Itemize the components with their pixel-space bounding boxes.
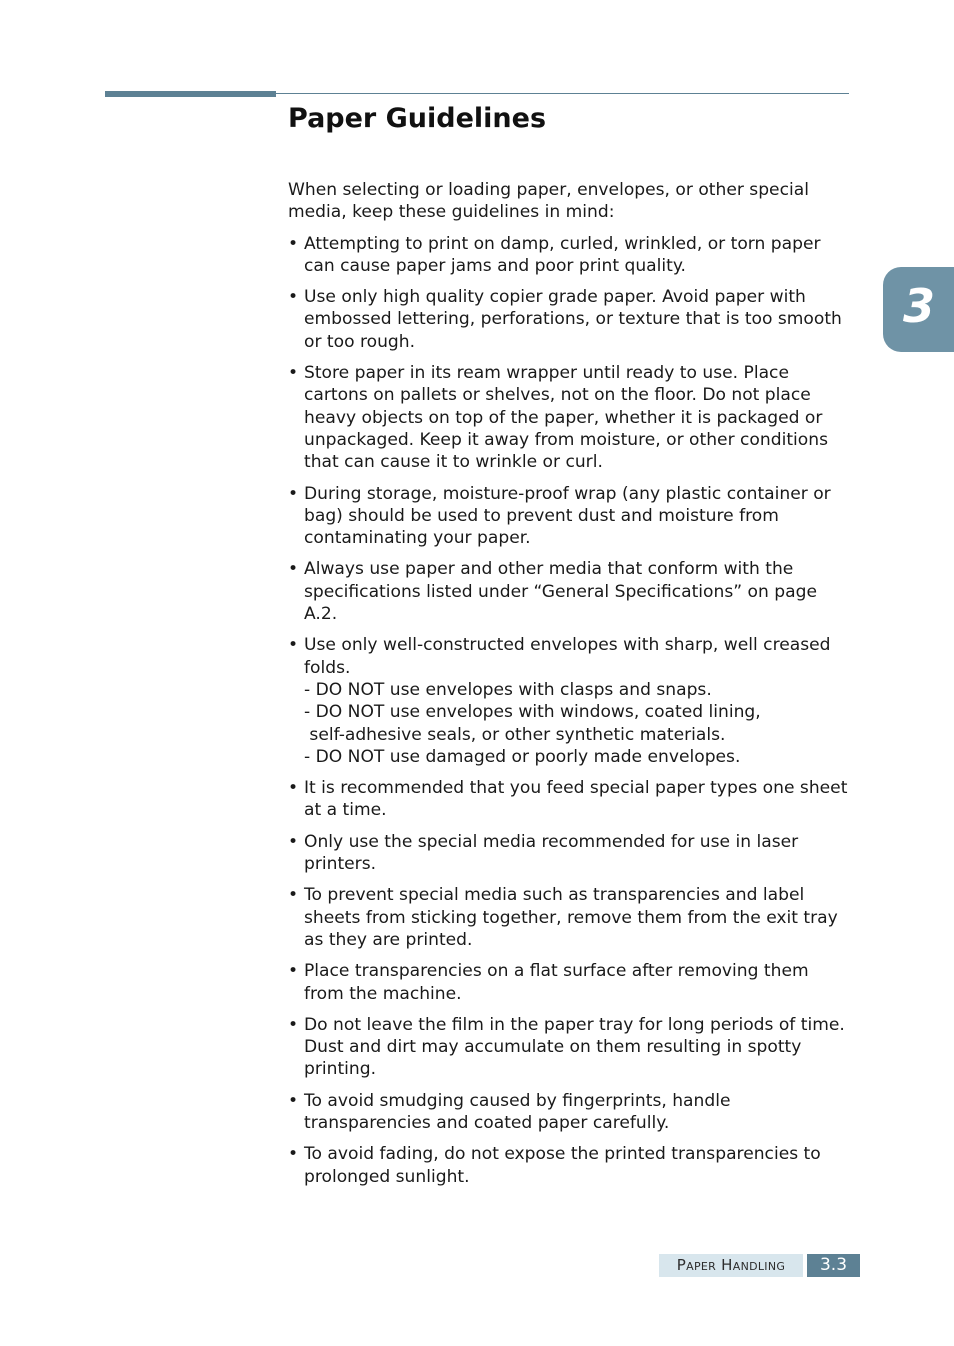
guideline-text: Store paper in its ream wrapper until ready to use. Place cartons on pallets or shelves, not on the floor. Do not place heavy objects on top of the paper, whether it is packaged or unpackaged. Keep it away from moisture, or other conditions that can cause it to wrinkle or curl. [304,363,828,473]
guideline-item [288,362,850,473]
page-title: Paper Guidelines [288,103,547,134]
guideline-text: Use only well-constructed envelopes with sharp, well creased folds. [304,635,831,678]
guideline-item [288,233,850,278]
guideline-text: Always use paper and other media that conform with the specifications listed under “General Specifications” on page A.2. [304,559,817,625]
guideline-subitem: - DO NOT use damaged or poorly made envelopes. [304,746,741,767]
guideline-text: Place transparencies on a flat surface after removing them from the machine. [304,961,809,1004]
guideline-item [288,960,850,1005]
guideline-item [288,1014,850,1081]
header-rule-thick [105,91,276,97]
guideline-item [288,483,850,550]
page-content [288,179,850,1197]
guideline-text: To avoid smudging caused by fingerprints, handle transparencies and coated paper carefully. [304,1090,731,1133]
intro-paragraph: When selecting or loading paper, envelopes, or other special media, keep these guidelines in mind: [288,180,809,223]
footer-page-number: 3.3 [807,1254,860,1277]
guideline-item [288,1090,850,1135]
guideline-item [288,777,850,822]
guideline-text: It is recommended that you feed special paper types one sheet at a time. [304,778,848,821]
chapter-tab [883,267,954,352]
guideline-text: To avoid fading, do not expose the printed transparencies to prolonged sunlight. [304,1144,821,1187]
guideline-item [288,558,850,625]
guideline-text: Attempting to print on damp, curled, wrinkled, or torn paper can cause paper jams and poor print quality. [304,233,821,276]
guideline-subitem: - DO NOT use envelopes with clasps and snaps. [304,679,712,700]
guideline-list [288,233,850,1188]
guideline-subitem: - DO NOT use envelopes with windows, coated lining, self-adhesive seals, or other synthetic materials. [304,702,761,745]
header-rule-thin [276,93,849,94]
guideline-item [288,286,850,353]
guideline-text: Do not leave the film in the paper tray for long periods of time. Dust and dirt may accumulate on them resulting in spotty printing. [304,1014,845,1080]
guideline-item [288,1143,850,1188]
guideline-item [288,634,850,768]
guideline-text: Only use the special media recommended for use in laser printers. [304,831,799,875]
guideline-text: Use only high quality copier grade paper. Avoid paper with embossed lettering, perforations, or texture that is too smooth or too rough. [304,287,842,352]
guideline-text: To prevent special media such as transparencies and label sheets from sticking together, remove them from the exit tray as they are printed. [304,885,838,950]
chapter-number: 3 [903,279,936,333]
guideline-item [288,884,850,951]
guideline-text: During storage, moisture-proof wrap (any plastic container or bag) should be used to prevent dust and moisture from contaminating your paper. [304,483,831,549]
footer-section-label: Paper Handling [659,1254,803,1277]
guideline-item [288,831,850,876]
